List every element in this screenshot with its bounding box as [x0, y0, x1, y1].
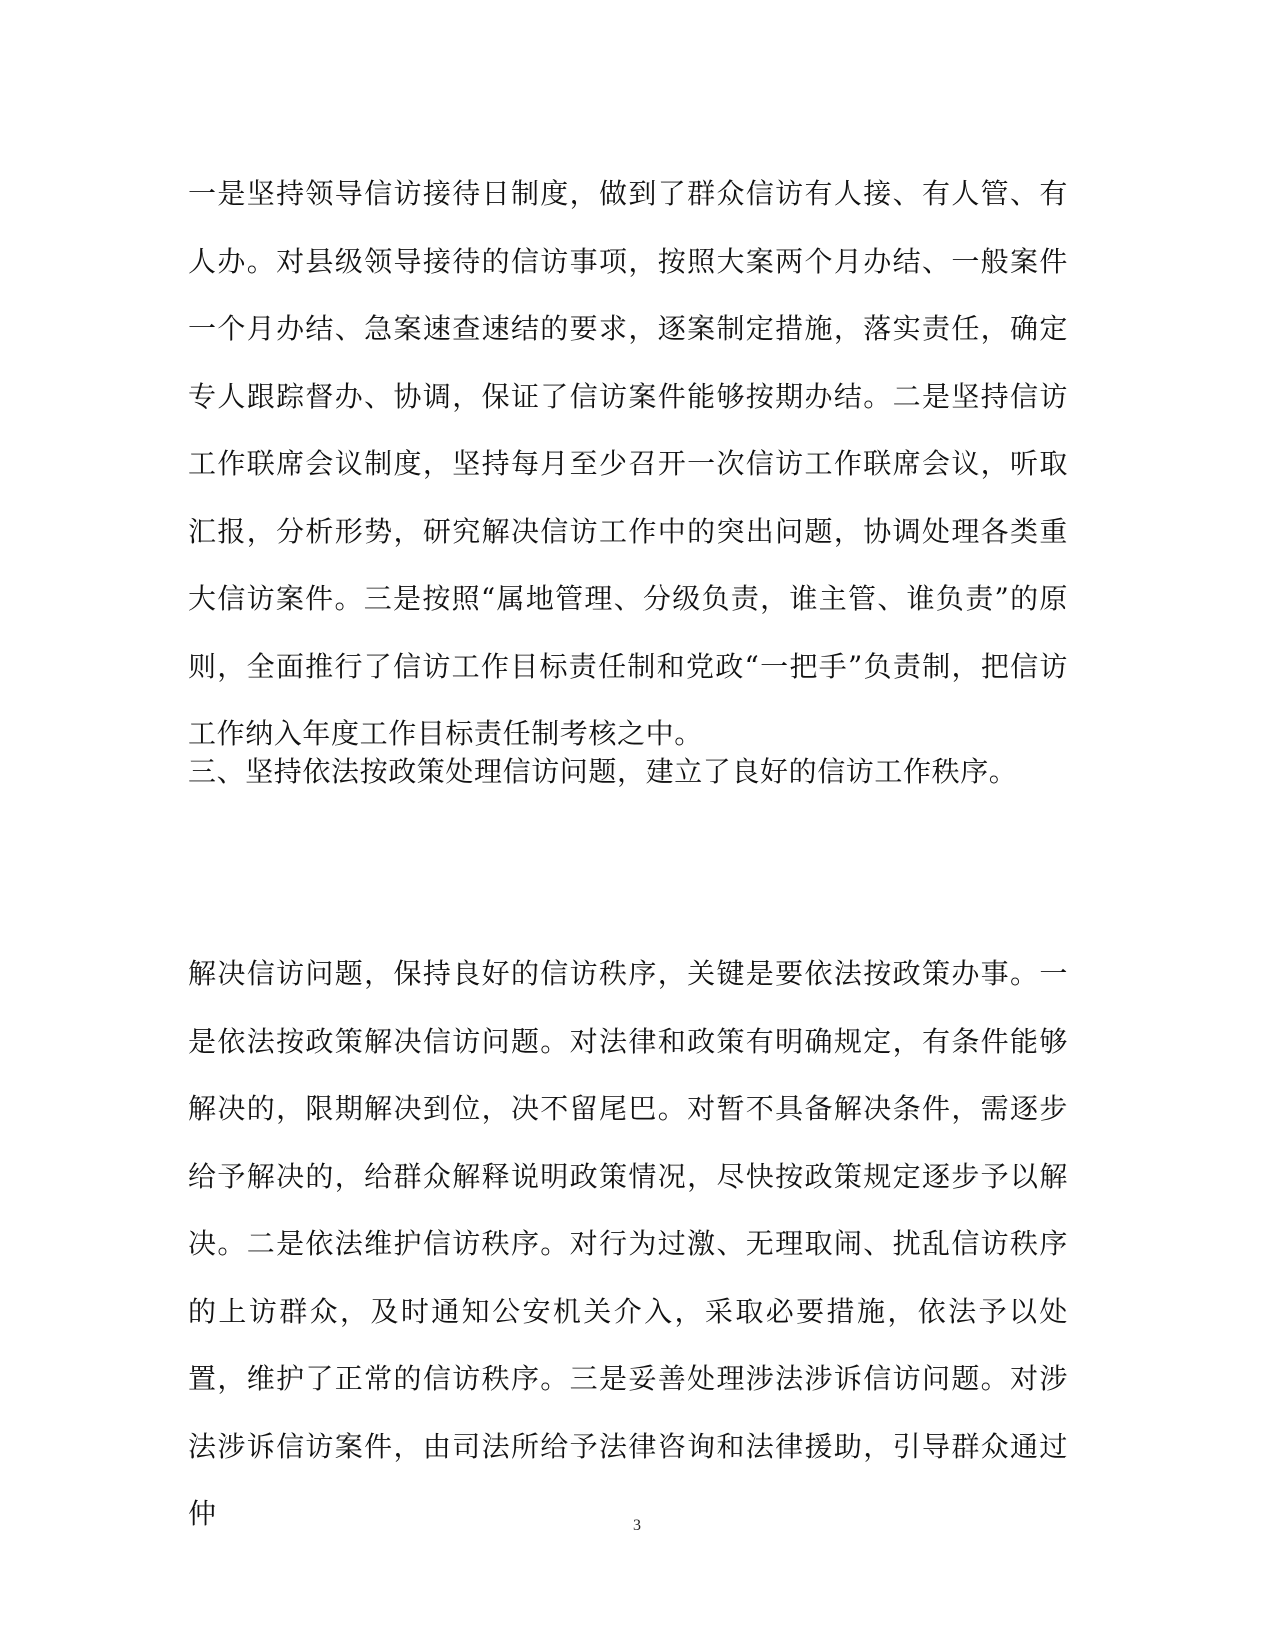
paragraph-lawful-handling: 解决信访问题，保持良好的信访秩序，关键是要依法按政策办事。一是依法按政策解决信访问题。对法律和政策有明确规定，有条件能够解决的，限期解决到位，决不留尾巴。对暂不具备解决条件，需逐步给予解决的，给群众解释说明政策情况，尽快按政策规定逐步予以解决。二是依法维护信访秩序。对行为过激、无理取闹、扰乱信访秩序的上访群众，及时通知公安机关介入，采取必要措施，依法予以处置，维护了正常的信访秩序。三是妥善处理涉法涉诉信访问题。对涉法涉诉信访案件，由司法所给予法律咨询和法律援助，引导群众通过仲 [188, 957, 1068, 1530]
page-number: 3 [633, 1517, 641, 1534]
section-heading-three: 三、坚持依法按政策处理信访问题，建立了良好的信访工作秩序。 [188, 755, 1018, 788]
paragraph-leadership-reception: 一是坚持领导信访接待日制度，做到了群众信访有人接、有人管、有人办。对县级领导接待的信访事项，按照大案两个月办结、一般案件一个月办结、急案速查速结的要求，逐案制定措施，落实责任，确定专人跟踪督办、协调，保证了信访案件能够按期办结。二是坚持信访工作联席会议制度，坚持每月至少召开一次信访工作联席会议，听取汇报，分析形势，研究解决信访工作中的突出问题，协调处理各类重大信访案件。三是按照“属地管理、分级负责，谁主管、谁负责”的原则，全面推行了信访工作目标责任制和党政“一把手”负责制，把信访工作纳入年度工作目标责任制考核之中。 [188, 177, 1068, 750]
